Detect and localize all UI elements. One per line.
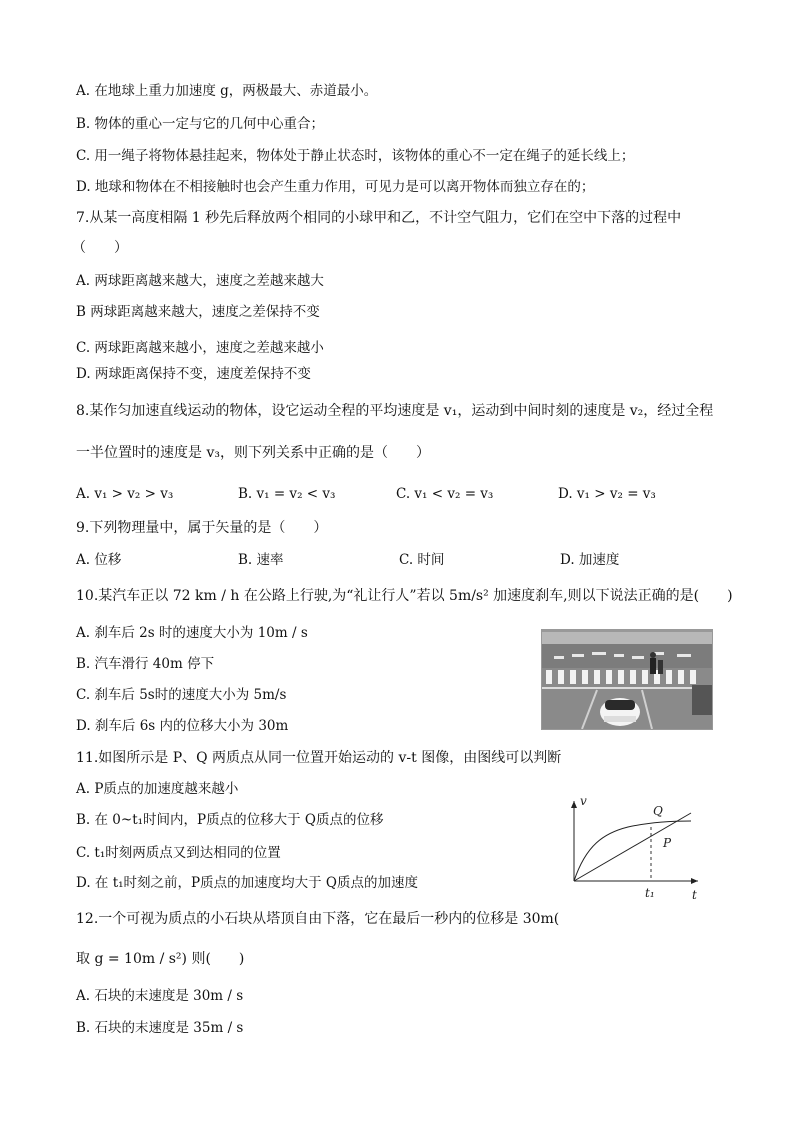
q6-option-d: D. 地球和物体在不相接触时也会产生重力作用，可见力是可以离开物体而独立存在的； [76,179,595,195]
q6-option-c: C. 用一绳子将物体悬挂起来，物体处于静止状态时，该物体的重心不一定在绳子的延长线上； [76,148,635,164]
q7-stem: 7.从某一高度相隔 1 秒先后释放两个相同的小球甲和乙，不计空气阻力，它们在空中下落的过程中 [76,210,682,226]
q7-answer-paren: （ ） [72,240,128,256]
q8-option-b: B. v₁ = v₂ < v₃ [238,486,336,502]
q9-option-d: D. 加速度 [560,552,620,568]
q12-option-a: A. 石块的末速度是 30m / s [76,988,244,1004]
q7-option-d: D. 两球距离保持不变，速度差保持不变 [76,366,311,382]
q9-option-c: C. 时间 [399,552,445,568]
q11-option-c: C. t₁时刻两质点又到达相同的位置 [76,845,281,861]
t1-tick-label: t₁ [645,886,655,900]
q12-option-b: B. 石块的末速度是 35m / s [76,1020,244,1036]
line-p [574,813,691,881]
curve-q [574,821,691,881]
q11-option-d: D. 在 t₁时刻之前，P质点的加速度均大于 Q质点的加速度 [76,875,418,891]
q6-option-b: B. 物体的重心一定与它的几何中心重合； [76,116,325,132]
q8-stem-line1: 8.某作匀加速直线运动的物体，设它运动全程的平均速度是 v₁，运动到中间时刻的速度是 v₂，经过全程 [76,403,714,419]
v-axis-label: v [580,795,587,808]
q12-stem-line2: 取 g = 10m / s²) 则( ) [76,951,245,967]
q9-option-a: A. 位移 [76,552,122,568]
q8-option-c: C. v₁ < v₂ = v₃ [396,486,494,502]
q12-stem-line1: 12.一个可视为质点的小石块从塔顶自由下落，它在最后一秒内的位移是 30m( [76,911,560,927]
q6-option-a: A. 在地球上重力加速度 g，两极最大、赤道最小。 [76,83,378,99]
q7-option-c: C. 两球距离越来越小，速度之差越来越小 [76,340,324,356]
q9-stem: 9.下列物理量中，属于矢量的是（ ） [76,520,328,536]
q10-stem: 10.某汽车正以 72 km / h 在公路上行驶,为“礼让行人”若以 5m/s² 加速度刹车,则以下说法正确的是( ) [76,588,733,604]
q9-option-b: B. 速率 [238,552,284,568]
vt-graph [556,795,706,907]
q8-option-a: A. v₁ > v₂ > v₃ [76,486,174,502]
q10-option-b: B. 汽车滑行 40m 停下 [76,656,215,672]
q11-stem: 11.如图所示是 P、Q 两质点从同一位置开始运动的 v-t 图像，由图线可以判断 [76,750,562,766]
q11-option-a: A. P质点的加速度越来越小 [76,781,239,797]
p-curve-label: P [663,836,672,850]
q10-option-a: A. 刹车后 2s 时的速度大小为 10m / s [76,625,308,641]
q8-stem-line2: 一半位置时的速度是 v₃，则下列关系中正确的是（ ） [76,445,430,461]
crosswalk-car-photo [541,629,713,730]
q10-option-d: D. 刹车后 6s 内的位移大小为 30m [76,718,289,734]
q7-option-b: B 两球距离越来越大，速度之差保持不变 [76,304,320,320]
q-curve-label: Q [653,804,663,818]
t-axis-arrow-icon [691,878,698,884]
v-axis-arrow-icon [571,801,577,808]
q7-option-a: A. 两球距离越来越大，速度之差越来越大 [76,273,324,289]
t-axis-label: t [692,888,697,902]
q10-option-c: C. 刹车后 5s时的速度大小为 5m/s [76,687,287,703]
q8-option-d: D. v₁ > v₂ = v₃ [558,486,656,502]
q11-option-b: B. 在 0~t₁时间内，P质点的位移大于 Q质点的位移 [76,812,384,828]
